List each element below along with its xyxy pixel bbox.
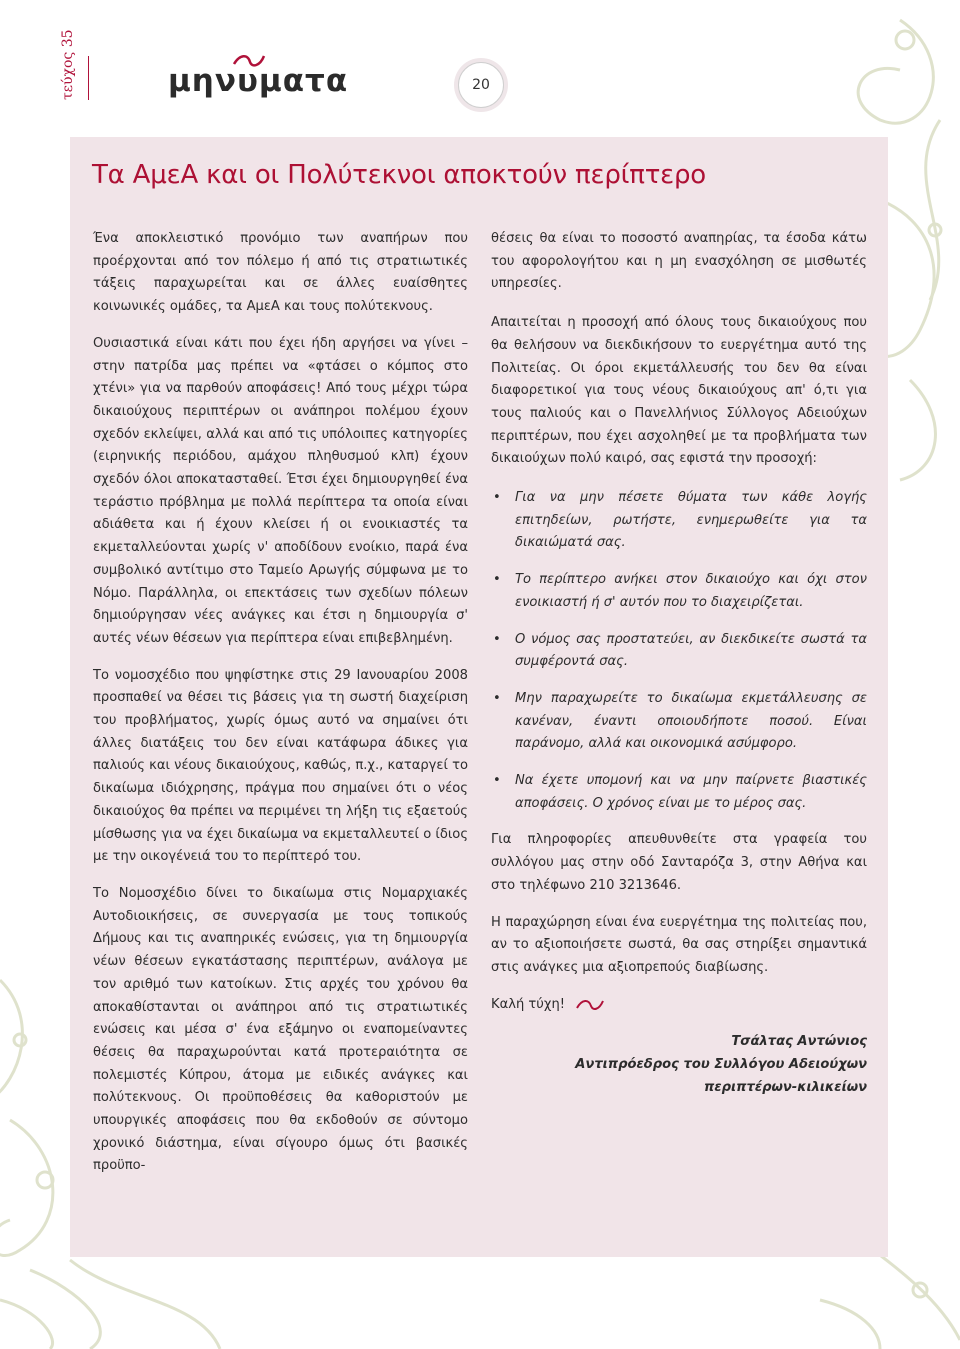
- article-paragraph: Το Νομοσχέδιο δίνει το δικαίωμα στις Νομαρχιακές Αυτοδιοικήσεις, σε συνεργασία με τους τοπικούς Δήμους και τις αναπηρικές ενώσεις, για τη δημιουργία νέων θέσεων εγκατάστασης περιπτέρων, ανάλογα με τον αριθμό των κατοίκων. Στις αρχές του χρόνου θα αποκαθίστανται οι ανάπηροι από τις στρατιωτικές ενώσεις και μέσα σ' ένα εξάμηνο οι εναπομείναντες θέσεις θα παραχωρούνται κατά προτεραιότητα σε πολεμιστές Κύπρου, άτομα με ειδικές ανάγκες και πολύτεκνους. Οι προϋποθέσεις θα καθοριστούν με υπουργικές αποφάσεις που θα εκδοθούν σε σύντομο χρονικό διάστημα, είναι σίγουρο όμως ότι βασικές προϋπο-: [93, 885, 468, 1174]
- article-paragraph: Ουσιαστικά είναι κάτι που έχει ήδη αργήσει να γίνει – στην πατρίδα μας πρέπει να «φτάσει ο κόμπος στο χτένι» για να παρθούν αποφάσεις! Από τους μέχρι τώρα δικαιούχους περιπτέρων οι ανάπηροι πολέμου έχουν σχεδόν εκλείψει, αλλά και από τις υπόλοιπες κατηγορίες (ειρηνικής περιόδου, αμάχου πληθυσμού κλπ) έχουν σχεδόν όλοι αποκατασταθεί. Έτσι έχει δημιουργηθεί ένα τεράστιο πρόβλημα με πολλά περίπτερα τα οποία είναι αδιάθετα και ή έχουν κλείσει ή οι ενοικιαστές τα εκμεταλλεύονται χωρίς ν' αποδίδουν ενοίκιο, παρά ένα συμβολικό αντίτιμο στο Ταμείο Αρωγής σύμφωνα με το Νόμο. Παράλληλα, οι επεκτάσεις των σχεδίων πόλεων δημιούργησαν νέες ανάγκες και έτσι η δημιουργία σ' αυτές νέων θέσεων για περίπτερα είναι επιβεβλημένη.: [93, 335, 468, 646]
- advice-item: • Μην παραχωρείτε το δικαίωμα εκμετάλλευσης σε κανέναν, έναντι οποιουδήποτε ποσού. Είναι παράνομο, αλλά και οικονομικά ασύμφορο.: [491, 688, 867, 756]
- logo-text: μηνυματα: [168, 63, 349, 99]
- advice-item: • Για να μην πέσετε θύματα των κάθε λογής επιτηδείων, ρωτήστε, ενημερωθείτε για τα δικαιώματά σας.: [491, 487, 867, 555]
- advice-item: • Το περίπτερο ανήκει στον δικαιούχο και όχι στον ενοικιαστή ή σ' αυτόν που το διαχειρίζεται.: [491, 569, 867, 614]
- issue-label: τεύχος 35: [60, 29, 76, 100]
- signature-role: περιπτέρων-κιλικείων: [703, 1080, 867, 1096]
- signature-block: [491, 1030, 867, 1099]
- article-title: Τα ΑμεΑ και οι Πολύτεκνοι αποκτούν περίπτερο: [92, 160, 707, 190]
- advice-list: [491, 487, 867, 815]
- info-paragraph: Η παραχώρηση είναι ένα ευεργέτημα της πολιτείας που, αν το αξιοποιήσετε σωστά, θα σας στηρίξει σημαντικά στις ανάγκες μια αξιοπρεπούς διαβίωσης.: [491, 914, 867, 975]
- page-number: 20: [458, 62, 504, 108]
- article-paragraph: Το νομοσχέδιο που ψηφίστηκε στις 29 Ιανουαρίου 2008 προσπαθεί να θέσει τις βάσεις για τη σωστή διαχείριση του προβλήματος, χωρίς όμως αυτό να σημαίνει ότι άλλες διατάξεις του δεν είναι κατάφωρα άδικες για παλιούς και νέους δικαιούχους, καθώς, π.χ., καταργεί το δικαίωμα ιδιόχρησης, πράγμα που σημαίνει ότι ο νέος δικαιούχος θα πρέπει να περιμένει τη λήξη τις εξαετούς μίσθωσης για να έχει δικαίωμα να εκμεταλλευτεί ο ίδιος με την οικογένειά του το περίπτερό του.: [93, 667, 468, 865]
- signature-role: Αντιπρόεδρος του Συλλόγου Αδειούχων: [575, 1057, 867, 1073]
- article-paragraph: Απαιτείται η προσοχή από όλους τους δικαιούχους που θα θελήσουν να διεκδικήσουν το ευεργέτημα αυτό της Πολιτείας. Οι όροι εκμετάλλευσής του δεν θα είναι διαφορετικοί για τους νέους δικαιούχους απ' ό,τι για τους παλιούς και ο Πανελλήνιος Σύλλογος Αδειούχων περιπτέρων, που έχει ασχοληθεί με τα προβλήματα των δικαιούχων πολύ καιρό, σας εφιστά την προσοχή:: [491, 315, 867, 467]
- logo-swirl-icon: [232, 52, 266, 70]
- closing-text: Καλή τύχη!: [491, 996, 565, 1012]
- article-paragraph: θέσεις θα είναι το ποσοστό αναπηρίας, τα έσοδα κάτω του αφορολογήτου και η μη ενασχόληση σε μισθωτές υπηρεσίες.: [491, 231, 867, 292]
- signature-name: Τσάλτας Αντώνιος: [731, 1034, 867, 1050]
- advice-item: • Να έχετε υπομονή και να μην παίρνετε βιαστικές αποφάσεις. Ο χρόνος είναι με το μέρος σας.: [491, 770, 867, 815]
- closing-line: [491, 994, 867, 1017]
- article-left-column: [93, 228, 468, 1192]
- article-right-column: [491, 228, 867, 1099]
- advice-item: • Ο νόμος σας προστατεύει, αν διεκδικείτε σωστά τα συμφέροντά σας.: [491, 629, 867, 674]
- article-paragraph: Ένα αποκλειστικό προνόμιο των αναπήρων που προέρχονται από τον πόλεμο ή από τις στρατιωτικές τάξεις παραχωρείται και σε άλλες ευαίσθητες κοινωνικές ομάδες, τα ΑμεΑ και τους πολύτεκνους.: [93, 231, 468, 315]
- magazine-logo: [168, 58, 348, 104]
- side-rule: [88, 56, 89, 100]
- info-paragraph: Για πληροφορίες απευθυνθείτε στα γραφεία του συλλόγου μας στην οδό Σανταρόζα 3, στην Αθήνα και στο τηλέφωνο 210 3213646.: [491, 832, 867, 893]
- closing-swirl-icon: [575, 997, 605, 1013]
